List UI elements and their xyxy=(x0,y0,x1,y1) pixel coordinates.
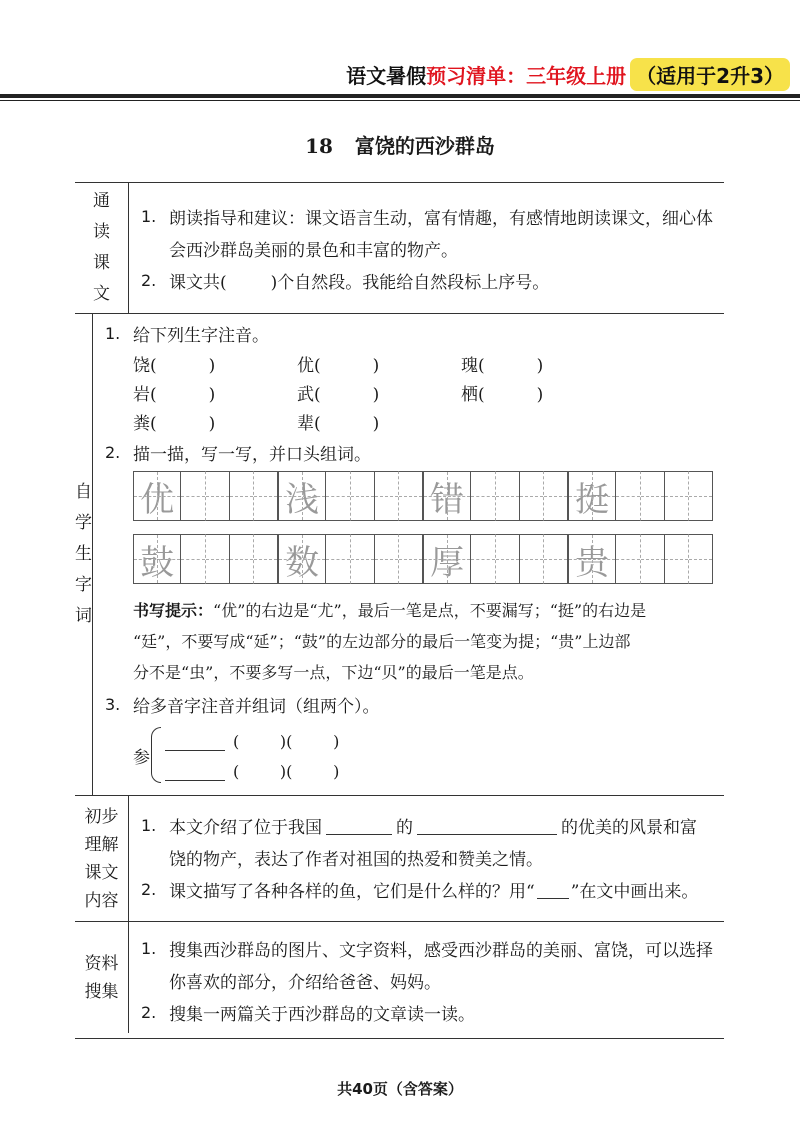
pinyin-row xyxy=(105,378,725,407)
writing-tips xyxy=(105,589,725,688)
writing-grid[interactable] xyxy=(278,471,423,521)
polyphone-line[interactable]: ( )( ) xyxy=(165,729,339,751)
trace-char: 数 xyxy=(278,534,326,584)
pinyin-blank[interactable]: 辈( ) xyxy=(297,414,380,434)
answer-blank[interactable] xyxy=(326,815,392,835)
pinyin-blank[interactable]: 优( ) xyxy=(297,356,380,376)
page-footer: 共40页（含答案） xyxy=(337,1080,463,1098)
section-content-understand xyxy=(129,796,724,921)
item-text: 你喜欢的部分，介绍给爸爸、妈妈。 xyxy=(169,972,441,993)
header-rule-thick xyxy=(0,94,800,98)
section-label-understand xyxy=(75,796,129,921)
trace-char: 厚 xyxy=(423,534,471,584)
item-number: 3. xyxy=(105,694,121,714)
writing-grid-row xyxy=(105,471,725,526)
page-header xyxy=(346,56,790,92)
item-number: 2. xyxy=(141,270,157,290)
trace-char: 浅 xyxy=(278,471,326,521)
underline-sample xyxy=(537,879,569,899)
section-understand xyxy=(75,796,724,922)
list-item xyxy=(141,809,724,841)
table-bottom-rule xyxy=(75,1038,724,1039)
lesson-title xyxy=(0,130,800,159)
label-char: 通 xyxy=(93,191,110,211)
item-number: 2. xyxy=(141,879,157,899)
list-item-continued xyxy=(141,964,724,996)
worksheet-table xyxy=(75,182,724,1033)
section-label-read xyxy=(75,183,129,313)
writing-grid[interactable] xyxy=(278,534,423,584)
pinyin-blank[interactable]: 栖( ) xyxy=(461,385,544,405)
list-item-continued xyxy=(141,232,724,264)
header-grade-badge: （适用于2升3） xyxy=(630,58,790,91)
list-item xyxy=(141,873,724,905)
section-read xyxy=(75,183,724,314)
list-item xyxy=(105,688,725,720)
label-text: 理解 xyxy=(84,834,119,855)
list-item-continued xyxy=(141,841,724,873)
answer-blank[interactable] xyxy=(417,815,557,835)
item-text: 描一描，写一写，并口头组词。 xyxy=(133,444,371,465)
writing-grid[interactable] xyxy=(423,471,568,521)
label-char: 自 xyxy=(75,482,92,502)
label-char: 字 xyxy=(75,575,92,595)
trace-char: 鼓 xyxy=(133,534,181,584)
writing-grid-row xyxy=(105,534,725,589)
label-text: 资料 xyxy=(84,953,119,974)
label-char: 读 xyxy=(93,222,110,242)
item-text: 搜集西沙群岛的图片、文字资料，感受西沙群岛的美丽、富饶，可以选择 xyxy=(169,940,713,961)
pinyin-blank[interactable]: 武( ) xyxy=(297,385,380,405)
pinyin-blank[interactable]: 瑰( ) xyxy=(461,356,544,376)
item-number: 1. xyxy=(141,206,157,226)
polyphone-char: 参 xyxy=(133,747,150,768)
label-char: 文 xyxy=(93,284,110,304)
item-number: 1. xyxy=(141,815,157,835)
tips-text: “优”的右边是“尤”，最后一笔是点，不要漏写；“挺”的右边是 xyxy=(213,601,647,620)
item-number: 2. xyxy=(141,1002,157,1022)
polyphone-exercise xyxy=(105,720,725,790)
item-text: 给多音字注音并组词（组两个）。 xyxy=(133,696,380,717)
header-title: 预习清单：三年级上册 xyxy=(426,63,627,88)
trace-char: 挺 xyxy=(568,471,616,521)
list-item xyxy=(105,317,725,349)
section-content-chars xyxy=(93,314,725,795)
item-number: 1. xyxy=(141,938,157,958)
section-chars xyxy=(75,314,724,796)
item-text: 课文描写了各种各样的鱼，它们是什么样的？用“ xyxy=(169,881,535,902)
label-text: 搜集 xyxy=(84,981,119,1002)
trace-char: 优 xyxy=(133,471,181,521)
pinyin-blank[interactable]: 粪( ) xyxy=(133,414,216,434)
pinyin-row xyxy=(105,349,725,378)
trace-char: 错 xyxy=(423,471,471,521)
item-text: ”在文中画出来。 xyxy=(570,881,699,902)
polyphone-line[interactable]: ( )( ) xyxy=(165,759,339,781)
label-text: 初步 xyxy=(84,806,119,827)
lesson-number: 18 xyxy=(305,134,333,158)
pinyin-blank[interactable]: 饶( ) xyxy=(133,356,216,376)
writing-grid[interactable] xyxy=(568,534,713,584)
label-char: 生 xyxy=(75,544,92,564)
writing-grid[interactable] xyxy=(568,471,713,521)
tips-text: “廷”，不要写成“延”；“鼓”的左边部分的最后一笔变为提；“贵”上边部 xyxy=(133,632,631,651)
item-text: 的 xyxy=(396,817,413,838)
writing-grid[interactable] xyxy=(423,534,568,584)
trace-char: 贵 xyxy=(568,534,616,584)
header-subject: 语文暑假 xyxy=(346,63,427,88)
list-item xyxy=(105,436,725,468)
label-char: 学 xyxy=(75,513,92,533)
list-item xyxy=(141,264,724,296)
list-item xyxy=(141,200,724,232)
header-rule-thin xyxy=(0,100,800,101)
item-text: 搜集一两篇关于西沙群岛的文章读一读。 xyxy=(169,1004,475,1025)
item-number: 2. xyxy=(105,442,121,462)
tips-label: 书写提示： xyxy=(133,601,214,620)
label-text: 课文 xyxy=(84,862,119,883)
section-collect xyxy=(75,922,724,1033)
writing-grid[interactable] xyxy=(133,534,278,584)
lesson-name: 富饶的西沙群岛 xyxy=(354,134,495,158)
label-char: 课 xyxy=(93,253,110,273)
item-text: )个自然段。我能给自然段标上序号。 xyxy=(270,272,550,293)
pinyin-blank[interactable]: 岩( ) xyxy=(133,385,216,405)
list-item xyxy=(141,996,724,1028)
section-content-read xyxy=(129,183,724,313)
item-number: 1. xyxy=(105,323,121,343)
section-label-collect xyxy=(75,922,129,1033)
list-item xyxy=(141,932,724,964)
label-text: 内容 xyxy=(84,890,119,911)
item-text: 课文共( xyxy=(169,272,227,293)
item-text: 饶的物产，表达了作者对祖国的热爱和赞美之情。 xyxy=(169,849,543,870)
brace-icon xyxy=(151,727,161,783)
label-char: 词 xyxy=(75,606,92,626)
item-text: 给下列生字注音。 xyxy=(133,325,269,346)
item-text: 本文介绍了位于我国 xyxy=(169,817,322,838)
section-label-chars xyxy=(75,314,93,795)
pinyin-row xyxy=(105,407,725,436)
item-text: 的优美的风景和富 xyxy=(561,817,697,838)
section-content-collect xyxy=(129,922,724,1033)
tips-text: 分不是“虫”，不要多写一点，下边“贝”的最后一笔是点。 xyxy=(133,663,534,682)
writing-grid[interactable] xyxy=(133,471,278,521)
item-text: 朗读指导和建议：课文语言生动，富有情趣，有感情地朗读课文，细心体 xyxy=(169,208,713,229)
item-text: 会西沙群岛美丽的景色和丰富的物产。 xyxy=(169,240,458,261)
